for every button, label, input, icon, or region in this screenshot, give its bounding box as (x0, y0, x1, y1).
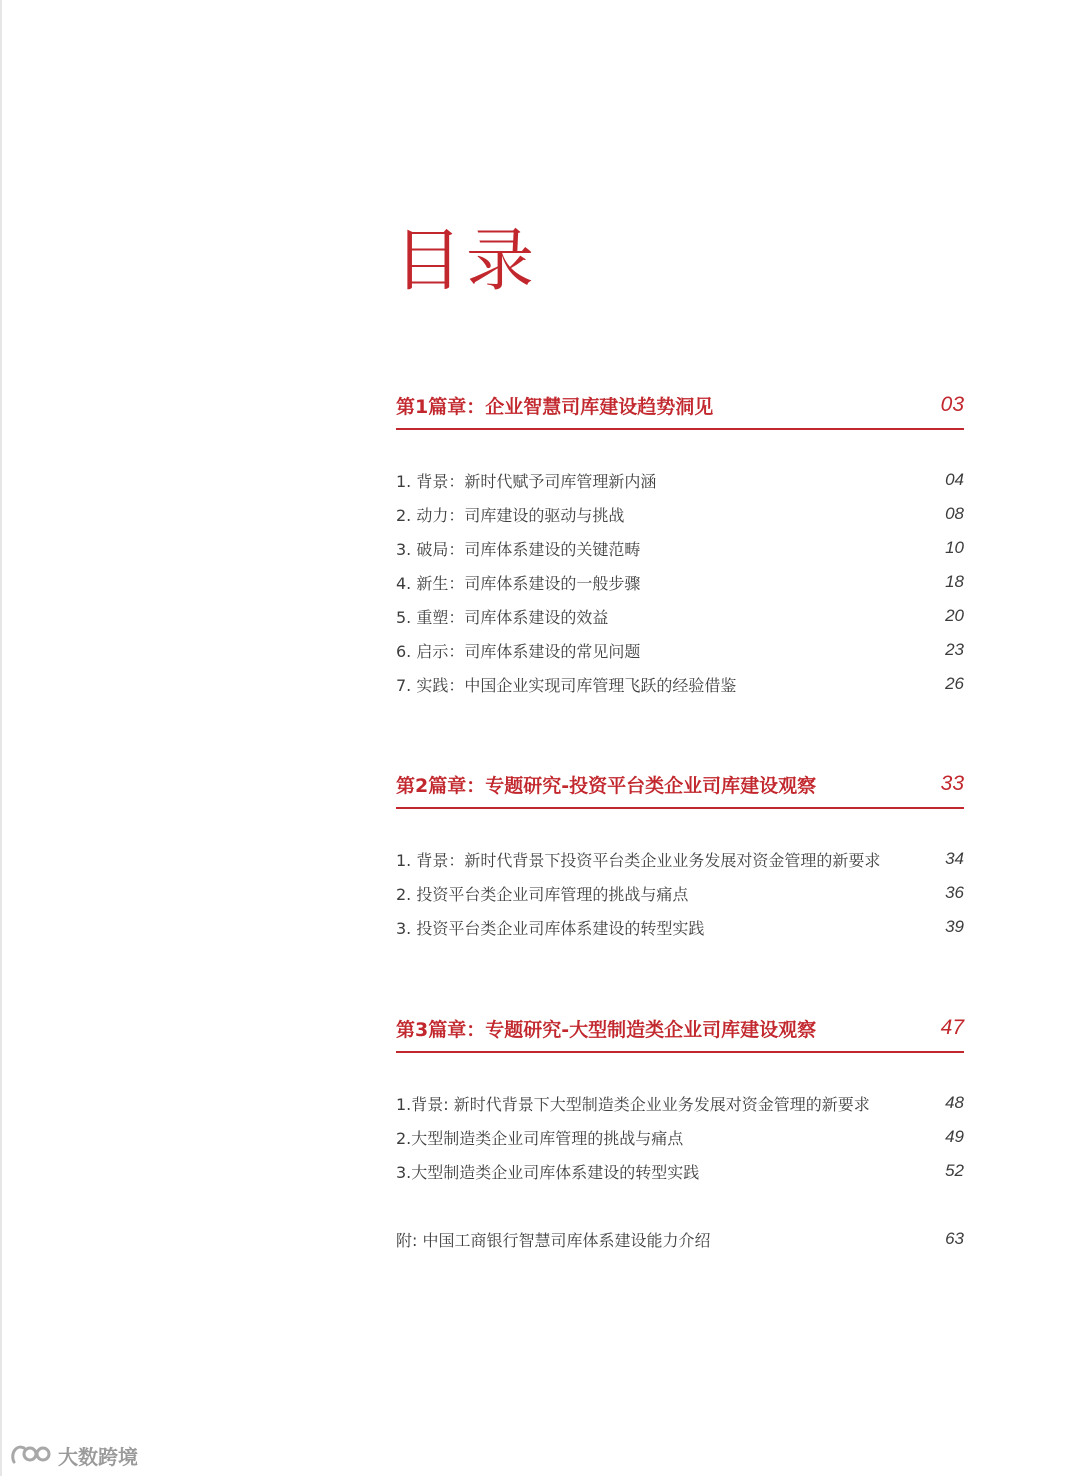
chapter-page-number: 33 (940, 772, 964, 795)
toc-entry-label: 1. 背景：新时代背景下投资平台类企业业务发展对资金管理的新要求 (396, 850, 881, 870)
chapter-heading-row[interactable] (396, 1015, 964, 1041)
toc-entry-label: 3.大型制造类企业司库体系建设的转型实践 (396, 1162, 700, 1182)
toc-entry[interactable] (396, 910, 964, 944)
chapter-heading-row[interactable] (396, 771, 964, 797)
appendix-label: 附: 中国工商银行智慧司库体系建设能力介绍 (396, 1230, 711, 1250)
toc-entry-label: 3. 投资平台类企业司库体系建设的转型实践 (396, 918, 705, 938)
toc-entry-page: 49 (945, 1127, 964, 1146)
toc-entry-page: 52 (945, 1161, 964, 1180)
toc-entry[interactable] (396, 842, 964, 876)
toc-entry[interactable] (396, 876, 964, 910)
toc-entry-page: 04 (945, 470, 964, 489)
chapter-divider (396, 428, 964, 430)
watermark-text: 大数跨境 (58, 1444, 138, 1469)
page-edge (0, 0, 2, 1476)
toc-entry-label: 4. 新生：司库体系建设的一般步骤 (396, 573, 641, 593)
toc-entry[interactable] (396, 599, 964, 633)
chapter-2 (396, 771, 964, 944)
toc-entry-page: 34 (945, 849, 964, 868)
chapter-heading: 第2篇章：专题研究-投资平台类企业司库建设观察 (396, 774, 817, 797)
toc-entry-label: 5. 重塑：司库体系建设的效益 (396, 607, 609, 627)
chapter-page-number: 47 (940, 1016, 964, 1039)
toc-entry-label: 6. 启示：司库体系建设的常见问题 (396, 641, 641, 661)
toc-entry-label: 1.背景: 新时代背景下大型制造类企业业务发展对资金管理的新要求 (396, 1094, 870, 1114)
chapter-items (396, 842, 964, 944)
toc-entry-page: 18 (945, 572, 964, 591)
toc-entry-page: 48 (945, 1093, 964, 1112)
toc-entry-page: 10 (945, 538, 964, 557)
toc-entry-label: 2. 投资平台类企业司库管理的挑战与痛点 (396, 884, 689, 904)
toc-entry[interactable] (396, 1120, 964, 1154)
chapter-items (396, 1086, 964, 1188)
toc-entry-page: 08 (945, 504, 964, 523)
toc-entry[interactable] (396, 1086, 964, 1120)
page-title: 目录 (394, 222, 539, 301)
brand-logo-icon (8, 1440, 52, 1470)
appendix-page: 63 (945, 1229, 964, 1248)
toc-entry[interactable] (396, 565, 964, 599)
toc-entry-label: 1. 背景：新时代赋予司库管理新内涵 (396, 471, 657, 491)
toc-entry[interactable] (396, 667, 964, 701)
watermark (8, 1438, 138, 1472)
toc-entry-page: 26 (945, 674, 964, 693)
toc-entry-label: 7. 实践：中国企业实现司库管理飞跃的经验借鉴 (396, 675, 737, 695)
chapter-1 (396, 392, 964, 701)
chapter-items (396, 463, 964, 701)
toc-entry-label: 3. 破局：司库体系建设的关键范畴 (396, 539, 641, 559)
appendix-entry[interactable] (396, 1225, 964, 1253)
toc-entry[interactable] (396, 497, 964, 531)
chapter-heading: 第3篇章：专题研究-大型制造类企业司库建设观察 (396, 1018, 817, 1041)
toc-entry-label: 2.大型制造类企业司库管理的挑战与痛点 (396, 1128, 684, 1148)
toc-entry[interactable] (396, 633, 964, 667)
chapter-heading: 第1篇章：企业智慧司库建设趋势洞见 (396, 395, 714, 418)
chapter-3 (396, 1015, 964, 1188)
toc-entry[interactable] (396, 531, 964, 565)
chapter-heading-row[interactable] (396, 392, 964, 418)
toc-entry-page: 39 (945, 917, 964, 936)
toc-entry-page: 20 (945, 606, 964, 625)
toc-entry-label: 2. 动力：司库建设的驱动与挑战 (396, 505, 625, 525)
chapter-divider (396, 1051, 964, 1053)
toc-entry[interactable] (396, 463, 964, 497)
toc-entry-page: 23 (945, 640, 964, 659)
chapter-page-number: 03 (940, 393, 964, 416)
toc-entry[interactable] (396, 1154, 964, 1188)
chapter-divider (396, 807, 964, 809)
toc-entry-page: 36 (945, 883, 964, 902)
